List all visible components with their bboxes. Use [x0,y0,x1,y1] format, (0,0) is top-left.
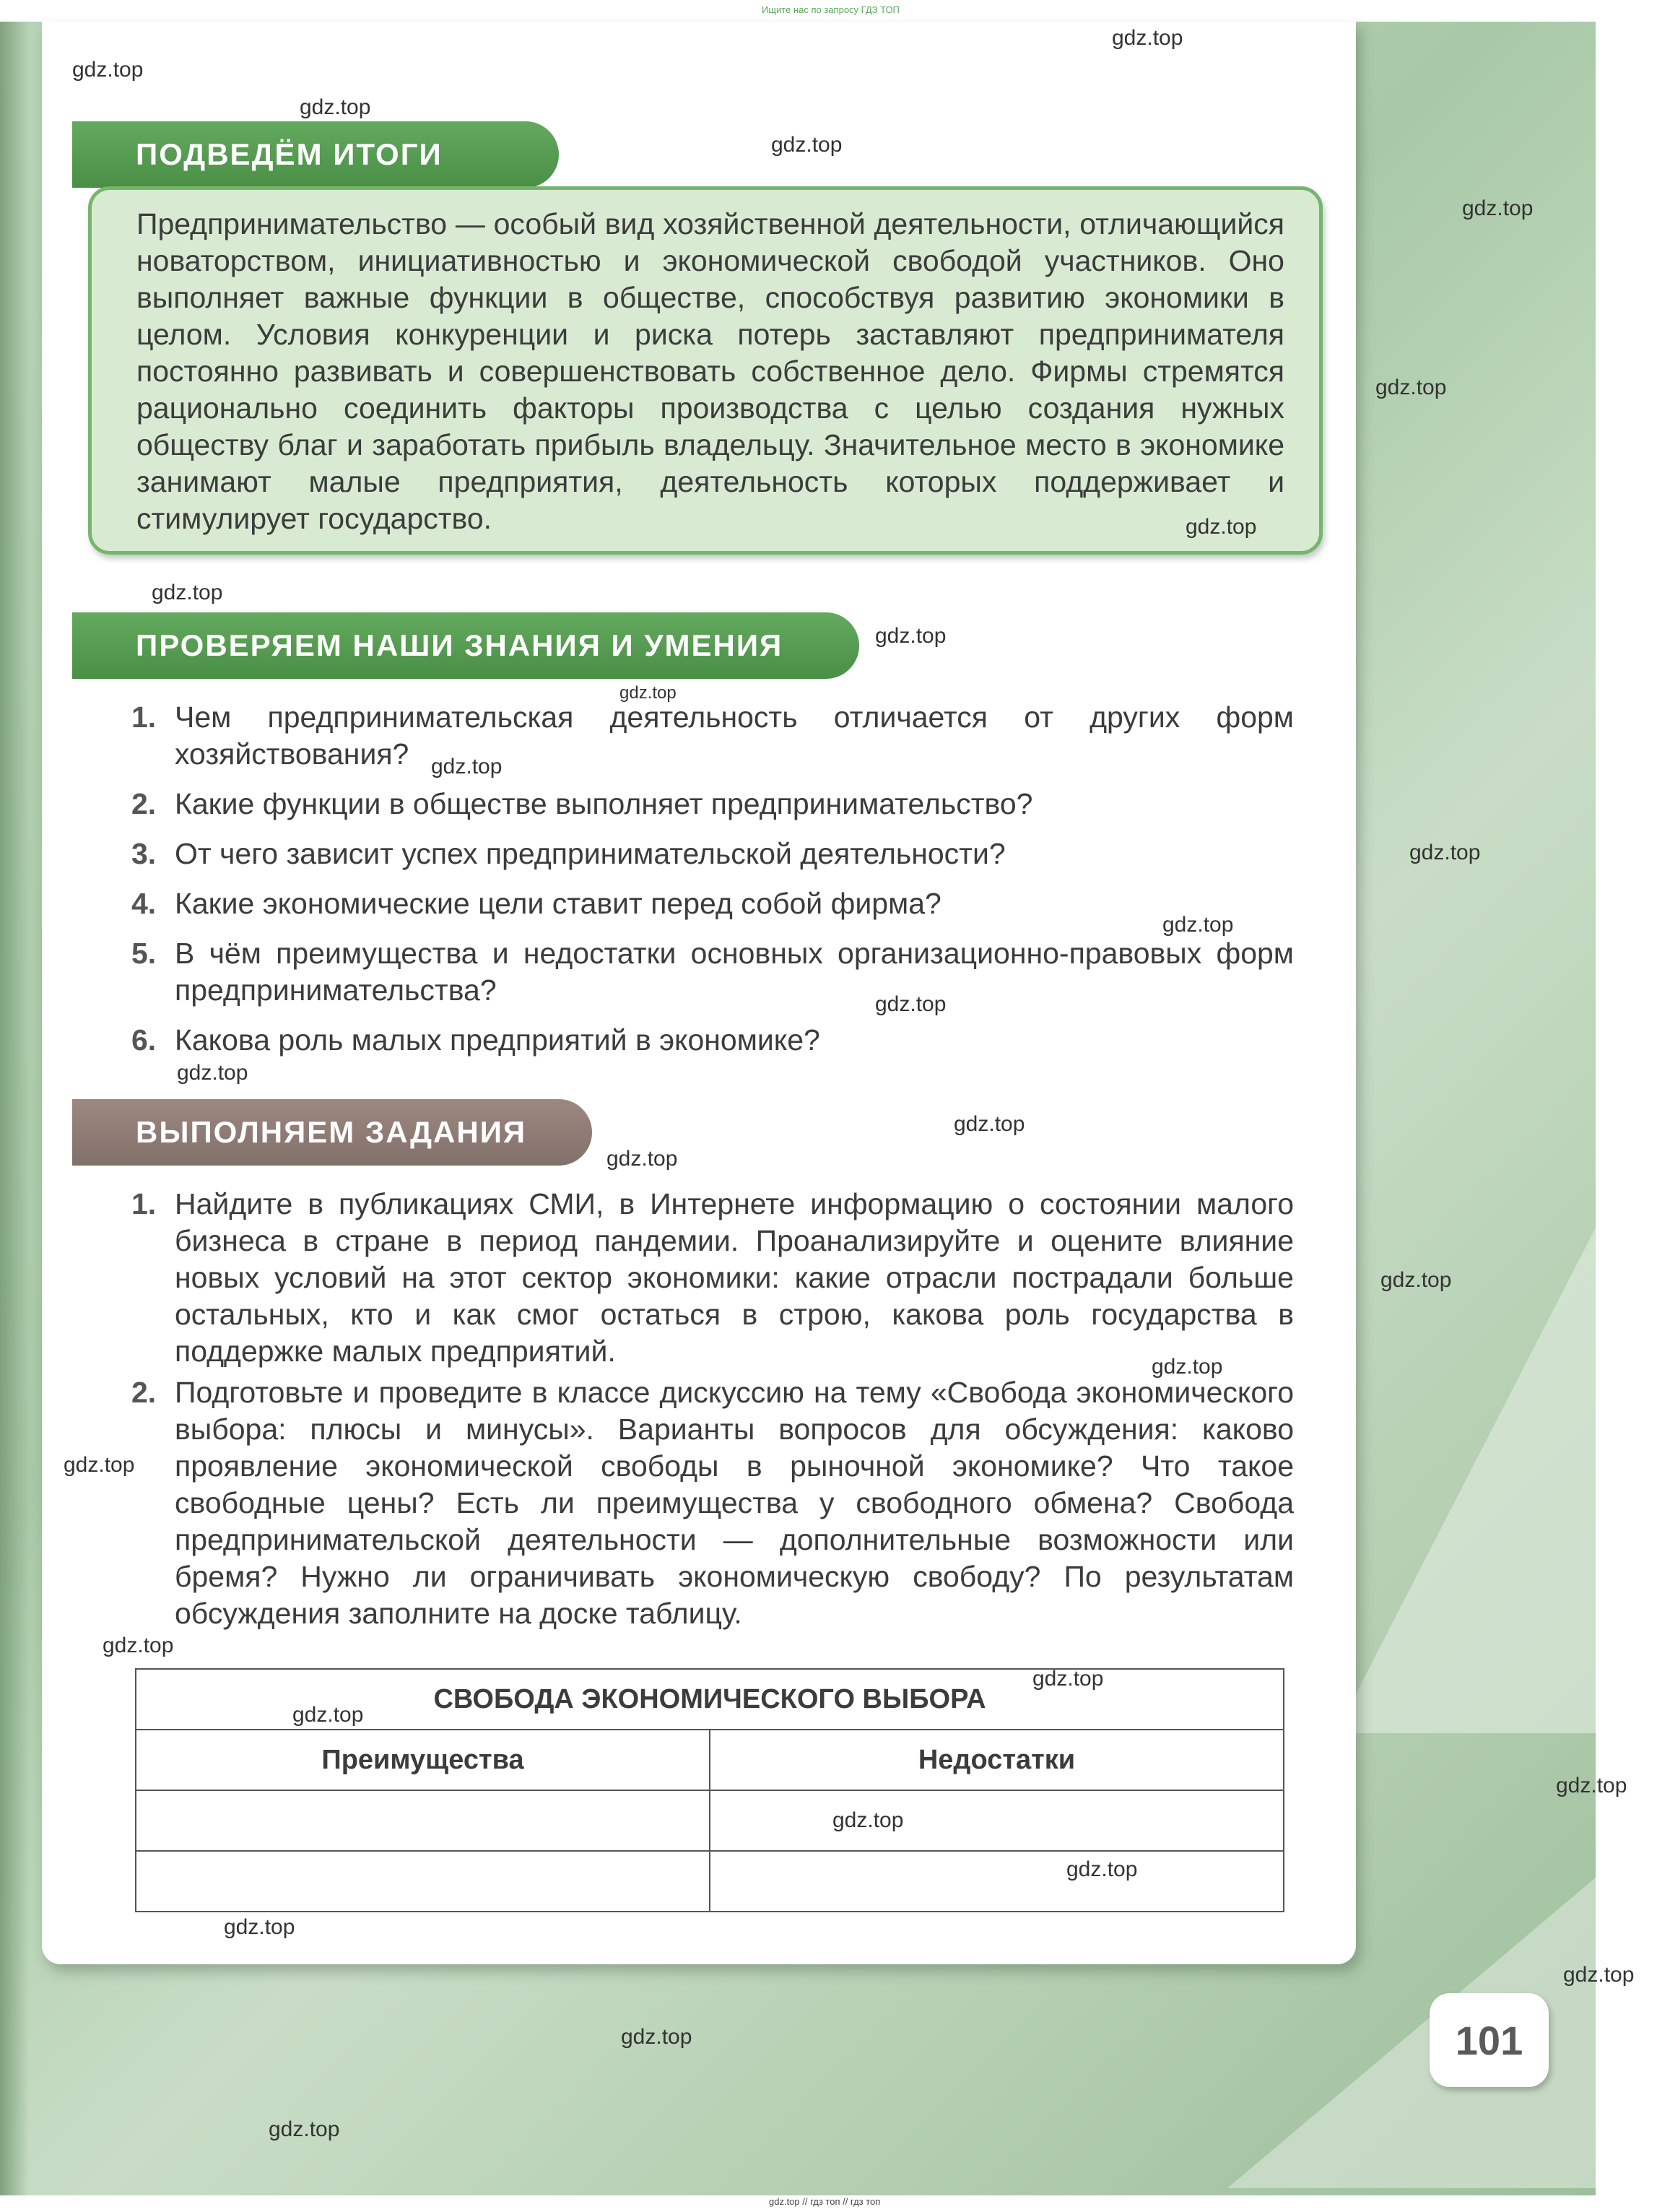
watermark: gdz.top [72,58,144,82]
watermark: gdz.top [1563,1963,1635,1987]
table-cell [136,1790,710,1851]
watermark: gdz.top [1556,1774,1627,1797]
question-item [131,786,1294,823]
watermark: gdz.top [606,1147,678,1171]
question-item [131,836,1294,872]
watermark: gdz.top [621,2025,692,2049]
task-number: 1. [131,1187,157,1220]
question-text: Какие функции в обществе выполняет предпринимательство? [175,787,1033,820]
question-number: 4. [131,887,157,920]
watermark: gdz.top [1375,376,1447,399]
question-number: 5. [131,937,157,970]
watermark: gdz.top [152,581,223,604]
watermark: gdz.top [1162,913,1234,937]
book-spine-shadow [0,22,29,2195]
summary-header: ПОДВЕДЁМ ИТОГИ [72,121,559,188]
task-item [131,1186,1294,1370]
watermark: gdz.top [1112,26,1183,50]
question-item [131,1022,1294,1059]
watermark: gdz.top [1066,1857,1138,1881]
watermark: gdz.top [269,2117,340,2141]
watermark: gdz.top [177,1061,248,1085]
tasks-list [131,1186,1294,1636]
task-text: Подготовьте и проведите в классе дискуссию на тему «Свобода экономического выбора: плюсы и минусы». Варианты вопросов для обсуждения: каково проявление экономической свободы в рыночной экономике? Что такое свободные цены? Есть ли преимущества у свободного обмена? Свобода предпринимательской деятельности — дополнительные возможности или бремя? Нужно ли ограничивать экономическую свободу? По результатам обсуждения заполните на доске таблицу. [175,1376,1294,1630]
table-cell [710,1851,1284,1912]
watermark: gdz.top [771,133,843,157]
question-number: 1. [131,701,157,734]
task-text: Найдите в публикациях СМИ, в Интернете информацию о состоянии малого бизнеса в стране в период пандемии. Проанализируйте и оцените влияние новых условий на этот сектор экономики: какие отрасли пострадали больше остальных, кто и как смог остаться в строю, какова роль государства в поддержке малых предприятий. [175,1187,1294,1368]
watermark: gdz.top [1152,1355,1223,1379]
watermark: gdz.top [1380,1268,1452,1292]
tasks-header: ВЫПОЛНЯЕМ ЗАДАНИЯ [72,1099,592,1166]
watermark: gdz.top [619,683,677,703]
question-text: В чём преимущества и недостатки основных организационно-правовых форм предпринимательства? [175,937,1294,1007]
question-text: От чего зависит успех предпринимательской деятельности? [175,837,1006,870]
questions-list [131,699,1294,1072]
question-number: 6. [131,1023,157,1057]
table-caption: СВОБОДА ЭКОНОМИЧЕСКОГО ВЫБОРА [136,1669,1284,1730]
questions-header: ПРОВЕРЯЕМ НАШИ ЗНАНИЯ И УМЕНИЯ [72,612,859,679]
question-text: Чем предпринимательская деятельность отличается от других форм хозяйствования? [175,701,1294,771]
question-text: Какова роль малых предприятий в экономике? [175,1023,820,1057]
table-cell [136,1851,710,1912]
watermark: gdz.top [1409,841,1481,864]
question-number: 3. [131,837,157,870]
table-header-advantages: Преимущества [136,1730,710,1790]
watermark: gdz.top [64,1453,135,1477]
summary-text: Предпринимательство — особый вид хозяйственной деятельности, отличающийся новаторством, инициативностью и экономической свободой участников. Оно выполняет важные функции в обществе, способствуя развитию экономики в целом. Условия конкуренции и риска потерь заставляют предпринимателя постоянно развивать и совершенствовать собственное дело. Фирмы стремятся рационально соединить факторы производства с целью создания нужных обществу благ и заработать прибыль владельцу. Значительное место в экономике занимают малые предприятия, деятельность которых поддерживает и стимулирует государство. [136,207,1284,535]
watermark: gdz.top [292,1703,364,1727]
watermark: gdz.top [431,755,503,778]
watermark: gdz.top [1462,196,1534,220]
watermark: gdz.top [224,1915,295,1939]
watermark: gdz.top [103,1634,174,1657]
table-row [136,1790,1284,1851]
summary-box [88,186,1323,555]
watermark: gdz.top [1032,1667,1104,1691]
watermark: gdz.top [875,992,947,1016]
watermark: gdz.top [1186,515,1257,539]
task-item [131,1374,1294,1632]
watermark: gdz.top [954,1112,1025,1136]
question-item [131,935,1294,1009]
page-number: 101 [1430,1993,1549,2087]
table-cell [710,1790,1284,1851]
question-number: 2. [131,787,157,820]
question-text: Какие экономические цели ставит перед собой фирма? [175,887,941,920]
top-note: Ищите нас по запросу ГДЗ ТОП [762,4,900,15]
watermark: gdz.top [875,624,947,648]
question-item [131,699,1294,773]
question-item [131,885,1294,922]
background-shape [1336,1228,1596,1733]
watermark: gdz.top [832,1808,904,1832]
task-number: 2. [131,1376,157,1409]
bottom-note: gdz.top // гдз топ // гдз топ [769,2196,881,2207]
table-header-disadvantages: Недостатки [710,1730,1284,1790]
watermark: gdz.top [300,95,371,119]
